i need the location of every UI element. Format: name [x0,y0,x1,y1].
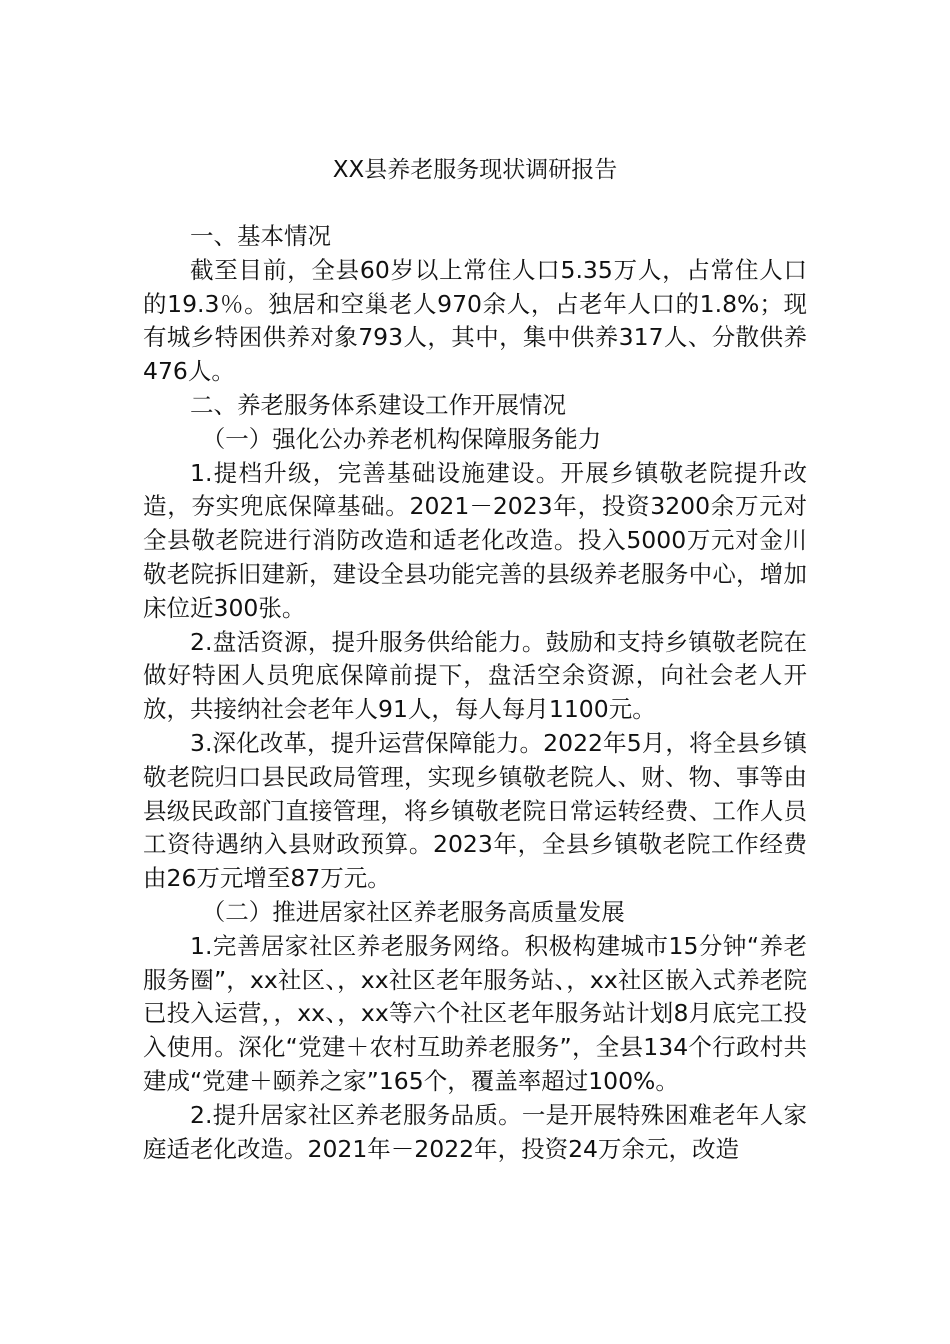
section-heading-system-construction: 二、养老服务体系建设工作开展情况 [190,390,566,419]
paragraph-service-network: 1.完善居家社区养老服务网络。积极构建城市15分钟“养老服务圈”，xx社区、，xx社区老年服务站、，xx社区嵌入式养老院已投入运营，，xx、，xx等六个社区老年服务站计划8月底完工投入使用。深化“党建＋农村互助养老服务”，全县134个行政村共建成“党建＋颐养之家”165个，覆盖率超过100%。 [143,931,807,1095]
document-body [143,150,807,1166]
paragraph-population-stats: 截至目前，全县60岁以上常住人口5.35万人，占常住人口的19.3％。独居和空巢老人970余人，占老年人口的1.8%；现有城乡特困供养对象793人，其中，集中供养317人、分散供养476人。 [143,255,807,386]
document-title: XX县养老服务现状调研报告 [332,157,618,183]
paragraph-resource-activation: 2.盘活资源，提升服务供给能力。鼓励和支持乡镇敬老院在做好特困人员兜底保障前提下，盘活空余资源，向社会老人开放，共接纳社会老年人91人，每人每月1100元。 [143,627,807,724]
paragraph-infrastructure-upgrade: 1.提档升级，完善基础设施建设。开展乡镇敬老院提升改造，夯实兜底保障基础。2021－2023年，投资3200余万元对全县敬老院进行消防改造和适老化改造。投入5000万元对金川敬老院拆旧建新，建设全县功能完善的县级养老服务中心，增加床位近300张。 [143,458,807,622]
subsection-heading-public-institutions: （一）强化公办养老机构保障服务能力 [201,424,602,453]
subsection-heading-home-community: （二）推进居家社区养老服务高质量发展 [201,897,625,926]
section-heading-basic-situation: 一、基本情况 [190,222,331,250]
paragraph-reform-operation: 3.深化改革，提升运营保障能力。2022年5月，将全县乡镇敬老院归口县民政局管理，实现乡镇敬老院人、财、物、事等由县级民政部门直接管理，将乡镇敬老院日常运转经费、工作人员工资待遇纳入县财政预算。2023年，全县乡镇敬老院工作经费由26万元增至87万元。 [143,728,807,893]
paragraph-service-quality: 2.提升居家社区养老服务品质。一是开展特殊困难老年人家庭适老化改造。2021年－2022年，投资24万余元，改造 [143,1100,807,1163]
